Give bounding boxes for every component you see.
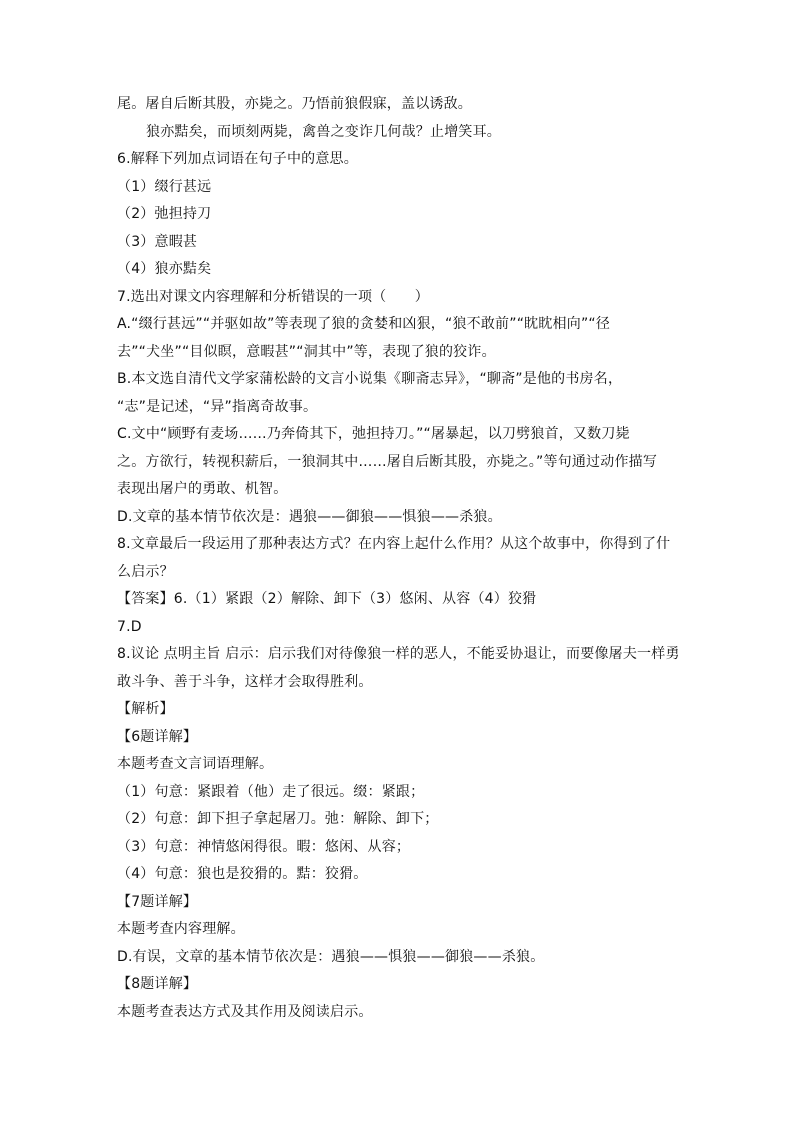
answer-8-line-2: 敢斗争、善于斗争，这样才会取得胜利。	[117, 674, 373, 690]
question-6-item-1: （1）缀行甚远	[117, 179, 212, 195]
analysis-7-heading: 【7题详解】	[117, 894, 198, 910]
question-8-line-2: 么启示？	[117, 564, 174, 580]
analysis-6-item-2: （2）句意：卸下担子拿起屠刀。弛：解除、卸下；	[117, 811, 439, 827]
analysis-7-intro: 本题考查内容理解。	[117, 921, 245, 937]
option-b-line-1: B.本文选自清代文学家蒲松龄的文言小说集《聊斋志异》，“聊斋”是他的书房名，	[117, 371, 623, 387]
analysis-6-item-3: （3）句意：神情悠闲得很。暇：悠闲、从容；	[117, 839, 411, 855]
option-c-line-2: 之。方欲行，转视积薪后，一狼洞其中……屠自后断其股，亦毙之。”等句通过动作描写	[117, 454, 658, 470]
answer-8-line-1: 8.议论 点明主旨 启示：启示我们对待像狼一样的恶人，不能妥协退让，而要像屠夫一样勇	[117, 646, 680, 662]
text-line: 尾。屠自后断其股，亦毙之。乃悟前狼假寐，盖以诱敌。	[117, 96, 472, 112]
answer-7: 7.D	[117, 619, 142, 635]
question-6-item-3: （3）意暇甚	[117, 234, 198, 250]
analysis-6-intro: 本题考查文言词语理解。	[117, 756, 274, 772]
analysis-8-heading: 【8题详解】	[117, 976, 198, 992]
option-b-line-2: “志”是记述，“异”指离奇故事。	[117, 399, 318, 415]
analysis-6-item-1: （1）句意：紧跟着（他）走了很远。缀：紧跟；	[117, 784, 425, 800]
question-8-line-1: 8.文章最后一段运用了那种表达方式？在内容上起什么作用？从这个故事中，你得到了什	[117, 536, 671, 552]
option-a-line-2: 去”“犬坐”“目似瞑，意暇甚”“洞其中”等，表现了狼的狡诈。	[117, 344, 496, 360]
text-line: 狼亦黠矣，而顷刻两毙，禽兽之变诈几何哉？止增笑耳。	[146, 124, 501, 140]
question-7-title: 7.选出对课文内容理解和分析错误的一项（ ）	[117, 289, 429, 305]
analysis-8-intro: 本题考查表达方式及其作用及阅读启示。	[117, 1004, 373, 1020]
analysis-6-item-4: （4）句意：狼也是狡猾的。黠：狡猾。	[117, 866, 368, 882]
option-d: D.文章的基本情节依次是：遇狼——御狼——惧狼——杀狼。	[117, 509, 502, 525]
question-6-title: 6.解释下列加点词语在句子中的意思。	[117, 151, 358, 167]
analysis-6-heading: 【6题详解】	[117, 729, 198, 745]
analysis-heading: 【解析】	[117, 701, 174, 717]
option-c-line-1: C.文中“顾野有麦场……乃奔倚其下，弛担持刀。”“屠暴起，以刀劈狼首，又数刀毙	[117, 426, 630, 442]
option-a-line-1: A.“缀行甚远”“并驱如故”等表现了狼的贪婪和凶狠，“狼不敢前”“眈眈相向”“径	[117, 316, 611, 332]
question-6-item-4: （4）狼亦黠矣	[117, 261, 212, 277]
answer-heading: 【答案】6.（1）紧跟（2）解除、卸下（3）悠闲、从容（4）狡猾	[117, 591, 537, 607]
analysis-7-detail: D.有误，文章的基本情节依次是：遇狼——惧狼——御狼——杀狼。	[117, 949, 545, 965]
question-6-item-2: （2）弛担持刀	[117, 206, 212, 222]
option-c-line-3: 表现出屠户的勇敢、机智。	[117, 481, 288, 497]
